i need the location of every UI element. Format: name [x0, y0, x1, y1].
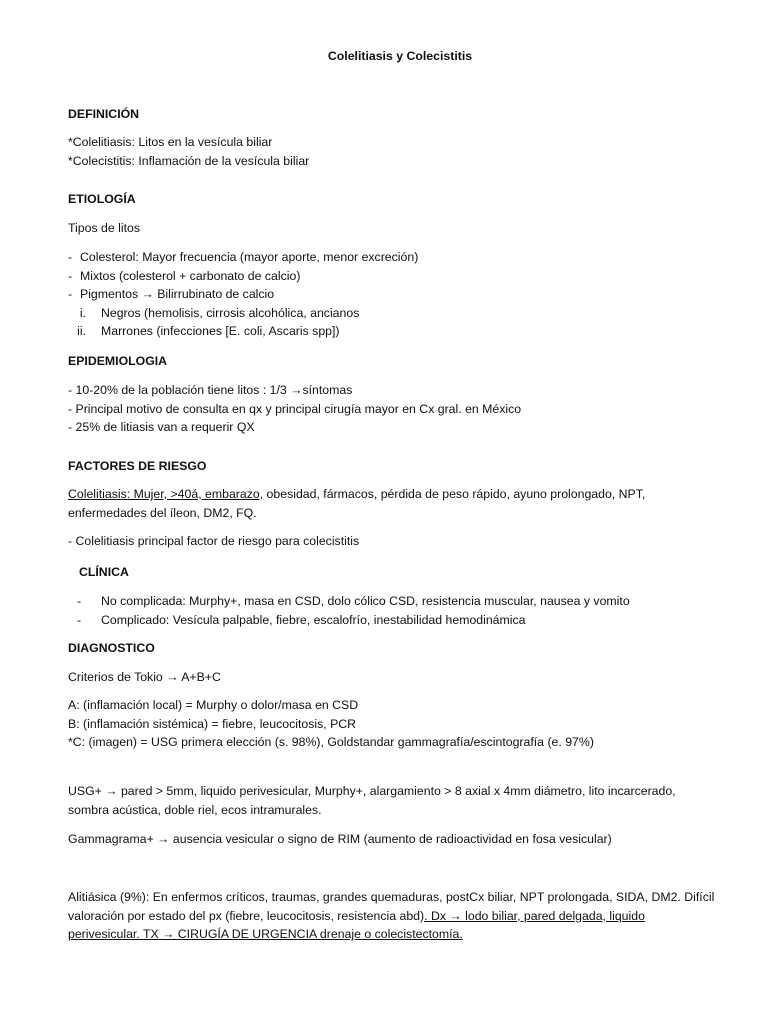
- heading-factores: FACTORES DE RIESGO: [68, 459, 207, 473]
- list-item: - Pigmentos → Bilirrubinato de calcio: [68, 285, 728, 304]
- section-definicion: [68, 105, 728, 124]
- epidemiologia-line: - Principal motivo de consulta en qx y principal cirugía mayor en Cx gral. en México: [68, 401, 522, 416]
- alitiasica-line: [68, 925, 728, 944]
- etiologia-subtitle: Tipos de litos: [68, 221, 140, 235]
- alitiasica-line: Alitiásica (9%): En enfermos críticos, traumas, grandes quemaduras, postCx biliar, NPT prolongada, SIDA, DM2. Difícil: [68, 890, 715, 904]
- alitiasica-underlined: perivesicular. TX → CIRUGÍA DE URGENCIA drenaje o colecistectomía.: [68, 927, 463, 941]
- section-epidemiologia: [68, 352, 728, 371]
- factores-body: [68, 485, 728, 522]
- alitiasica-line: valoración por estado del px (fiebre, leucocitosis, resistencia abd). Dx → lodo biliar, pared delgada, liquido: [68, 908, 645, 923]
- list-item: - No complicada: Murphy+, masa en CSD, dolo cólico CSD, resistencia muscular, nausea y vomito: [68, 592, 728, 611]
- definicion-line: *Colelitiasis: Litos en la vesícula biliar: [68, 135, 273, 149]
- definicion-line: *Colecistitis: Inflamación de la vesícula biliar: [68, 153, 310, 168]
- alitiasica-underlined: . Dx → lodo biliar, pared delgada, liquido: [424, 908, 645, 923]
- gammagrama-line: Gammagrama+ → ausencia vesicular o signo de RIM (aumento de radioactividad en fosa vesicular): [68, 832, 612, 846]
- factores-underlined: Colelitiasis: Mujer, >40á, embarazo,: [68, 487, 264, 501]
- heading-diagnostico: DIAGNOSTICO: [68, 641, 155, 655]
- usg-line: sombra acústica, doble riel, ecos intramurales.: [68, 802, 322, 817]
- dash-marker: -: [68, 268, 73, 283]
- section-clinica: [79, 563, 728, 582]
- definicion-body: [68, 133, 728, 170]
- epidemiologia-line: - 25% de litiasis van a requerir QX: [68, 420, 255, 434]
- document-title: Colelitiasis y Colecistitis: [327, 49, 473, 63]
- criterios-tokio: Criterios de Tokio → A+B+C: [68, 670, 221, 684]
- usg-line: USG+ → pared > 5mm, liquido perivesicular, Murphy+, alargamiento > 8 axial x 4mm diámetro, lito incarcerado,: [68, 784, 676, 798]
- criterio-line: *C: (imagen) = USG primera elección (s. 98%), Goldstandar gammagrafía/escintografía (e. 97%): [68, 735, 594, 749]
- heading-etiologia: ETIOLOGÍA: [68, 192, 136, 206]
- dash-marker: -: [77, 594, 82, 608]
- etiologia-subtitle-wrap: [68, 219, 728, 238]
- usg-block: [68, 782, 728, 819]
- alitiasica-block: [68, 888, 728, 944]
- heading-epidemiologia: EPIDEMIOLOGIA: [68, 354, 168, 368]
- list-item: - Mixtos (colesterol + carbonato de calcio): [68, 267, 728, 286]
- factores-line: Colelitiasis: Mujer, >40á, embarazo, obesidad, fármacos, pérdida de peso rápido, ayuno prolongado, NPT,: [68, 487, 646, 501]
- list-item: - Colesterol: Mayor frecuencia (mayor aporte, menor excreción): [68, 248, 728, 267]
- heading-clinica: CLÍNICA: [79, 565, 129, 579]
- section-factores: [68, 457, 728, 476]
- epidemiologia-body: [68, 381, 728, 437]
- criterio-line: A: (inflamación local) = Murphy o dolor/masa en CSD: [68, 698, 359, 712]
- section-diagnostico: [68, 639, 728, 658]
- factores-line: enfermedades del íleon, DM2, FQ.: [68, 505, 257, 520]
- heading-definicion: DEFINICIÓN: [68, 107, 140, 121]
- dash-marker: -: [77, 612, 82, 627]
- clinica-list: [68, 592, 728, 629]
- criterio-line: B: (inflamación sistémica) = fiebre, leucocitosis, PCR: [68, 716, 357, 731]
- factores-note: - Colelitiasis principal factor de riesgo para colecistitis: [68, 534, 360, 548]
- gamma-wrap: [68, 830, 728, 849]
- dash-marker: -: [68, 250, 73, 264]
- list-item: - Complicado: Vesícula palpable, fiebre, escalofrío, inestabilidad hemodinámica: [68, 611, 728, 630]
- epidemiologia-line: - 10-20% de la población tiene litos : 1/3 →síntomas: [68, 383, 353, 397]
- sub-list-item: ii. Marrones (infecciones [E. coli, Ascaris spp]): [77, 324, 340, 338]
- criterios-wrap: [68, 668, 728, 687]
- sub-list-item: i. Negros (hemolisis, cirrosis alcohólica, ancianos: [79, 305, 360, 320]
- section-etiologia: [68, 190, 728, 209]
- dash-marker: -: [68, 287, 73, 301]
- etiologia-list: [68, 248, 728, 341]
- criterios-abc: [68, 696, 728, 752]
- factores-note-wrap: [68, 532, 728, 551]
